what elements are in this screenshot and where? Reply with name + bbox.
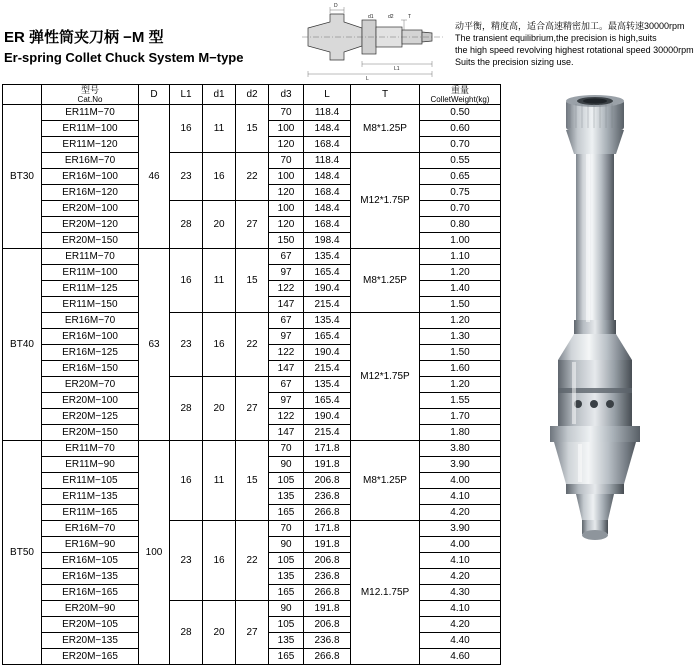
weight-cell: 4.00	[420, 473, 501, 489]
d2-cell: 27	[236, 601, 269, 665]
header-weight-cn: 重量	[450, 85, 469, 95]
model-cell: ER16M−70	[42, 313, 139, 329]
weight-cell: 1.50	[420, 297, 501, 313]
table-row	[3, 105, 501, 121]
d1-cell: 16	[203, 521, 236, 601]
desc-line-1: 动平衡，精度高，适合高速精密加工。最高转速30000rpm	[455, 21, 685, 31]
header-t: T	[351, 85, 420, 105]
l-cell: 206.8	[304, 473, 351, 489]
drawing-label-d2: d2	[388, 14, 394, 20]
t-cell: M8*1.25P	[351, 249, 420, 313]
l-cell: 165.4	[304, 393, 351, 409]
t-cell: M12.1.75P	[351, 521, 420, 665]
d2-cell: 15	[236, 105, 269, 153]
model-cell: ER11M−70	[42, 249, 139, 265]
model-cell: ER20M−100	[42, 393, 139, 409]
d3-cell: 67	[269, 313, 304, 329]
table-row	[3, 377, 501, 393]
page-title-cn: ER 弹性筒夹刀柄 −M 型	[4, 29, 164, 46]
l-cell: 165.4	[304, 265, 351, 281]
technical-drawing-svg	[300, 2, 450, 80]
d3-cell: 70	[269, 521, 304, 537]
model-cell: ER11M−150	[42, 297, 139, 313]
t-cell: M12*1.75P	[351, 313, 420, 441]
d3-cell: 105	[269, 553, 304, 569]
table-row	[3, 441, 501, 457]
model-cell: ER11M−70	[42, 441, 139, 457]
d3-cell: 70	[269, 105, 304, 121]
d3-cell: 67	[269, 377, 304, 393]
d3-cell: 135	[269, 569, 304, 585]
model-cell: ER11M−135	[42, 489, 139, 505]
d1-cell: 11	[203, 105, 236, 153]
weight-cell: 4.20	[420, 505, 501, 521]
header-l1: L1	[170, 85, 203, 105]
series-cell-bt50: BT50	[3, 441, 42, 665]
d3-cell: 122	[269, 409, 304, 425]
weight-cell: 3.80	[420, 441, 501, 457]
d3-cell: 120	[269, 137, 304, 153]
l-cell: 191.8	[304, 601, 351, 617]
d3-cell: 147	[269, 297, 304, 313]
page-title-en: Er-spring Collet Chuck System M−type	[4, 50, 244, 65]
l-cell: 206.8	[304, 553, 351, 569]
d3-cell: 97	[269, 393, 304, 409]
d2-cell: 15	[236, 249, 269, 313]
d-cell: 63	[139, 249, 170, 441]
model-cell: ER16M−105	[42, 553, 139, 569]
d2-cell: 27	[236, 377, 269, 441]
drawing-label-d1: d1	[368, 14, 374, 20]
l-cell: 215.4	[304, 297, 351, 313]
model-cell: ER16M−125	[42, 345, 139, 361]
weight-cell: 1.30	[420, 329, 501, 345]
drawing-label-D: D	[334, 3, 338, 9]
model-cell: ER20M−165	[42, 649, 139, 665]
d1-cell: 16	[203, 153, 236, 201]
weight-cell: 4.20	[420, 569, 501, 585]
d1-cell: 11	[203, 249, 236, 313]
model-cell: ER11M−120	[42, 137, 139, 153]
table-row	[3, 521, 501, 537]
d3-cell: 90	[269, 601, 304, 617]
model-cell: ER16M−135	[42, 569, 139, 585]
l-cell: 168.4	[304, 137, 351, 153]
l-cell: 148.4	[304, 201, 351, 217]
d1-cell: 11	[203, 441, 236, 521]
drawing-label-T: T	[408, 14, 412, 20]
l-cell: 135.4	[304, 377, 351, 393]
weight-cell: 1.20	[420, 377, 501, 393]
model-cell: ER16M−70	[42, 521, 139, 537]
model-cell: ER20M−90	[42, 601, 139, 617]
model-cell: ER16M−150	[42, 361, 139, 377]
model-cell: ER11M−90	[42, 457, 139, 473]
model-cell: ER11M−100	[42, 265, 139, 281]
title-block	[4, 26, 304, 65]
model-cell: ER20M−120	[42, 217, 139, 233]
model-cell: ER20M−150	[42, 233, 139, 249]
d3-cell: 67	[269, 249, 304, 265]
table-row	[3, 153, 501, 169]
weight-cell: 3.90	[420, 457, 501, 473]
t-cell: M8*1.25P	[351, 105, 420, 153]
model-cell: ER20M−105	[42, 617, 139, 633]
d3-cell: 100	[269, 121, 304, 137]
d3-cell: 120	[269, 217, 304, 233]
d3-cell: 135	[269, 633, 304, 649]
drawing-label-L: L	[366, 76, 369, 80]
d3-cell: 122	[269, 281, 304, 297]
table-row	[3, 601, 501, 617]
d-cell: 46	[139, 105, 170, 249]
l1-cell: 23	[170, 521, 203, 601]
weight-cell: 4.40	[420, 633, 501, 649]
l-cell: 206.8	[304, 617, 351, 633]
l-cell: 148.4	[304, 169, 351, 185]
weight-cell: 1.80	[420, 425, 501, 441]
l1-cell: 28	[170, 377, 203, 441]
weight-cell: 4.10	[420, 553, 501, 569]
d2-cell: 22	[236, 153, 269, 201]
d1-cell: 16	[203, 313, 236, 377]
d3-cell: 97	[269, 329, 304, 345]
table-row	[3, 201, 501, 217]
product-photo-svg	[520, 92, 690, 552]
l-cell: 190.4	[304, 345, 351, 361]
series-cell-bt40: BT40	[3, 249, 42, 441]
description-block	[455, 20, 700, 68]
model-cell: ER16M−100	[42, 169, 139, 185]
model-cell: ER20M−150	[42, 425, 139, 441]
l-cell: 198.4	[304, 233, 351, 249]
weight-cell: 4.60	[420, 649, 501, 665]
l1-cell: 16	[170, 441, 203, 521]
d3-cell: 97	[269, 265, 304, 281]
l-cell: 190.4	[304, 409, 351, 425]
weight-cell: 1.10	[420, 249, 501, 265]
d3-cell: 165	[269, 649, 304, 665]
l-cell: 266.8	[304, 649, 351, 665]
header-d: D	[139, 85, 170, 105]
l-cell: 266.8	[304, 585, 351, 601]
weight-cell: 1.40	[420, 281, 501, 297]
weight-cell: 4.00	[420, 537, 501, 553]
series-cell-bt30: BT30	[3, 105, 42, 249]
header-model	[42, 85, 139, 105]
weight-cell: 3.90	[420, 521, 501, 537]
model-cell: ER11M−105	[42, 473, 139, 489]
l-cell: 236.8	[304, 489, 351, 505]
d1-cell: 20	[203, 377, 236, 441]
spec-table	[2, 84, 501, 665]
model-cell: ER20M−100	[42, 201, 139, 217]
weight-cell: 1.70	[420, 409, 501, 425]
d3-cell: 165	[269, 585, 304, 601]
model-cell: ER16M−120	[42, 185, 139, 201]
l-cell: 215.4	[304, 361, 351, 377]
model-cell: ER11M−70	[42, 105, 139, 121]
l1-cell: 16	[170, 249, 203, 313]
product-photo	[520, 92, 690, 552]
model-cell: ER11M−125	[42, 281, 139, 297]
weight-cell: 1.20	[420, 265, 501, 281]
header-model-en: Cat.No	[77, 95, 103, 104]
weight-cell: 0.60	[420, 121, 501, 137]
d3-cell: 147	[269, 361, 304, 377]
desc-line-2: The transient equilibrium,the precision is high,suits	[455, 33, 657, 43]
l-cell: 266.8	[304, 505, 351, 521]
l1-cell: 16	[170, 105, 203, 153]
l-cell: 171.8	[304, 441, 351, 457]
model-cell: ER20M−70	[42, 377, 139, 393]
desc-line-3: the high speed revolving highest rotational speed 30000rpm	[455, 45, 694, 55]
d3-cell: 90	[269, 457, 304, 473]
l-cell: 190.4	[304, 281, 351, 297]
d3-cell: 165	[269, 505, 304, 521]
d2-cell: 22	[236, 521, 269, 601]
weight-cell: 4.30	[420, 585, 501, 601]
l-cell: 215.4	[304, 425, 351, 441]
technical-drawing	[300, 2, 450, 80]
table-row	[3, 249, 501, 265]
header-model-cn: 型号	[80, 85, 99, 95]
d1-cell: 20	[203, 601, 236, 665]
d3-cell: 120	[269, 185, 304, 201]
d3-cell: 90	[269, 537, 304, 553]
header-d3: d3	[269, 85, 304, 105]
l-cell: 191.8	[304, 537, 351, 553]
weight-cell: 1.00	[420, 233, 501, 249]
weight-cell: 1.50	[420, 345, 501, 361]
header-l: L	[304, 85, 351, 105]
weight-cell: 0.50	[420, 105, 501, 121]
l-cell: 148.4	[304, 121, 351, 137]
l-cell: 135.4	[304, 313, 351, 329]
page-header	[0, 0, 700, 82]
l-cell: 135.4	[304, 249, 351, 265]
model-cell: ER16M−90	[42, 537, 139, 553]
desc-line-4: Suits the precision sizing use.	[455, 57, 574, 67]
model-cell: ER20M−125	[42, 409, 139, 425]
model-cell: ER16M−100	[42, 329, 139, 345]
header-d2: d2	[236, 85, 269, 105]
weight-cell: 0.70	[420, 201, 501, 217]
d-cell: 100	[139, 441, 170, 665]
d3-cell: 105	[269, 473, 304, 489]
d3-cell: 105	[269, 617, 304, 633]
t-cell: M12*1.75P	[351, 153, 420, 249]
drawing-label-L1: L1	[394, 66, 400, 72]
l-cell: 165.4	[304, 329, 351, 345]
l-cell: 236.8	[304, 569, 351, 585]
l-cell: 191.8	[304, 457, 351, 473]
weight-cell: 0.80	[420, 217, 501, 233]
weight-cell: 4.10	[420, 489, 501, 505]
table-row	[3, 313, 501, 329]
d3-cell: 100	[269, 201, 304, 217]
d1-cell: 20	[203, 201, 236, 249]
model-cell: ER16M−165	[42, 585, 139, 601]
l1-cell: 28	[170, 601, 203, 665]
l-cell: 168.4	[304, 217, 351, 233]
d3-cell: 150	[269, 233, 304, 249]
l-cell: 168.4	[304, 185, 351, 201]
weight-cell: 0.65	[420, 169, 501, 185]
t-cell: M8*1.25P	[351, 441, 420, 521]
d3-cell: 122	[269, 345, 304, 361]
header-d1: d1	[203, 85, 236, 105]
weight-cell: 1.60	[420, 361, 501, 377]
header-weight-en: ColletWeight(kg)	[430, 95, 490, 104]
d3-cell: 147	[269, 425, 304, 441]
model-cell: ER20M−135	[42, 633, 139, 649]
model-cell: ER16M−70	[42, 153, 139, 169]
l-cell: 118.4	[304, 153, 351, 169]
l-cell: 118.4	[304, 105, 351, 121]
l1-cell: 23	[170, 313, 203, 377]
d2-cell: 15	[236, 441, 269, 521]
d3-cell: 70	[269, 441, 304, 457]
d3-cell: 100	[269, 169, 304, 185]
l1-cell: 28	[170, 201, 203, 249]
weight-cell: 1.55	[420, 393, 501, 409]
l-cell: 236.8	[304, 633, 351, 649]
weight-cell: 0.75	[420, 185, 501, 201]
weight-cell: 0.55	[420, 153, 501, 169]
model-cell: ER11M−100	[42, 121, 139, 137]
table-header-row	[3, 85, 501, 105]
header-series	[3, 85, 42, 105]
d2-cell: 27	[236, 201, 269, 249]
d3-cell: 135	[269, 489, 304, 505]
weight-cell: 4.20	[420, 617, 501, 633]
d2-cell: 22	[236, 313, 269, 377]
weight-cell: 0.70	[420, 137, 501, 153]
model-cell: ER11M−165	[42, 505, 139, 521]
l-cell: 171.8	[304, 521, 351, 537]
l1-cell: 23	[170, 153, 203, 201]
weight-cell: 1.20	[420, 313, 501, 329]
d3-cell: 70	[269, 153, 304, 169]
weight-cell: 4.10	[420, 601, 501, 617]
header-weight	[420, 85, 501, 105]
